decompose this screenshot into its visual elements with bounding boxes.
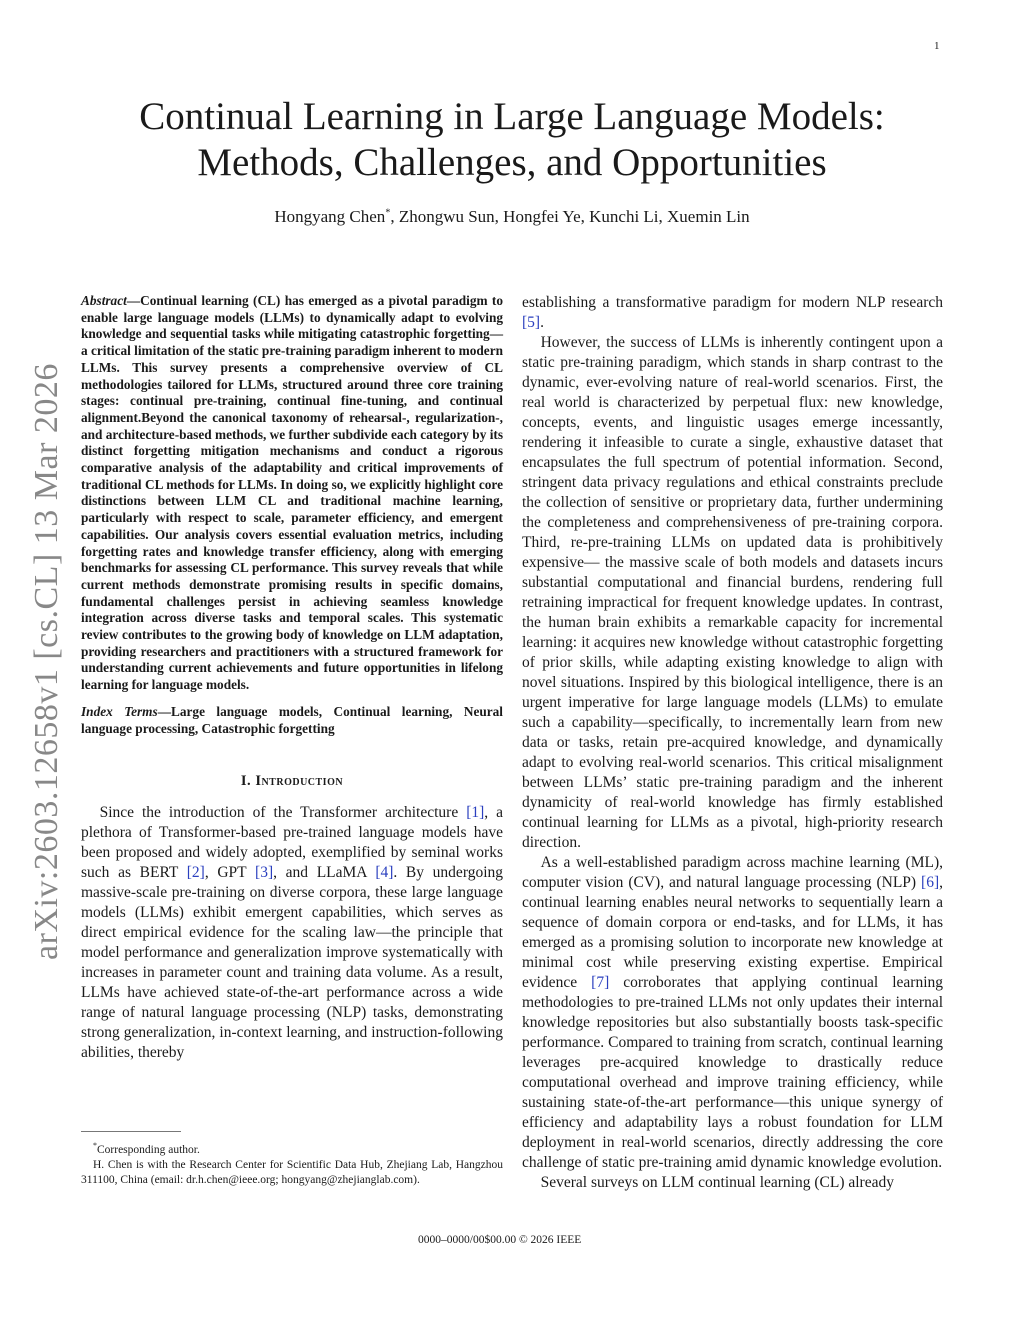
text-run: establishing a transformative paradigm for modern NLP research (522, 294, 943, 311)
title-line-2: Methods, Challenges, and Opportunities (197, 141, 827, 184)
text-run: . By undergoing massive-scale pre-training on diverse corpora, these large language models (LLMs) exhibit emergent capabilities, which serves as direct empirical evidence for the scaling law—the principle that model performance and generalization improve systematically with increases in parameter count and training data volume. As a result, LLMs have achieved state-of-the-art performance across a wide range of natural language processing (NLP) tasks, demonstrating strong generalization, in-context learning, and instruction-following abilities, thereby (81, 864, 504, 1062)
arxiv-identifier: arXiv:2603.12658v1 [cs.CL] 13 Mar 2026 (28, 363, 65, 960)
paper-title (80, 94, 944, 186)
citation-link[interactable]: [6] (921, 874, 940, 891)
text-run: , and LLaMA (273, 864, 376, 882)
author-list (80, 207, 944, 227)
text-run: , a plethora of Transformer-based pre-trained language models have been proposed and widely adopted, exemplified by seminal works such as BERT (81, 804, 503, 882)
index-terms-lead: Index Terms (81, 703, 158, 719)
index-terms-text: —Large language models, Continual learning, Neural language processing, Catastrophic forgetting (81, 703, 503, 736)
author-rest: , Zhongwu Sun, Hongfei Ye, Kunchi Li, Xuemin Lin (390, 207, 750, 226)
citation-link[interactable]: [5] (522, 314, 541, 331)
footnote-affiliation: H. Chen is with the Research Center for Scientific Data Hub, Zhejiang Lab, Hangzhou 311100, China (email: dr.h.chen@ieee.org; hongyang@zhejianglab.com). (81, 1158, 503, 1186)
index-terms (81, 704, 503, 737)
author-first: Hongyang Chen (274, 207, 386, 226)
right-column (522, 293, 943, 1193)
footnote-corresponding (81, 1138, 503, 1158)
bottom-line (418, 1234, 581, 1246)
text-run: . (540, 314, 544, 331)
citation-link[interactable]: [4] (375, 864, 394, 882)
section-title: Introduction (255, 773, 344, 790)
abstract (81, 293, 503, 694)
citation-link[interactable]: [3] (255, 864, 274, 882)
section-heading-introduction (81, 771, 503, 791)
footnote-rule (81, 1131, 181, 1132)
footnote-mark: * (93, 1141, 97, 1150)
citation-link[interactable]: [1] (466, 804, 485, 822)
paragraph-continual-learning (522, 853, 943, 1173)
continued-paragraph (522, 293, 943, 333)
paragraph-surveys: Several surveys on LLM continual learning (CL) already (540, 1174, 894, 1191)
corresponding-mark: * (385, 207, 391, 219)
left-column (81, 293, 503, 1063)
footnotes (81, 1138, 503, 1188)
text-run: , continual learning enables neural networks to sequentially learn a sequence of domain corpora or end-tasks, and for LLMs, it has emerged as a promising solution to incorporate new knowledge at minimal cost while preserving existing expertise. Empirical evidence (522, 874, 943, 991)
text-run: , GPT (204, 864, 256, 882)
citation-link[interactable]: [2] (186, 864, 205, 882)
section-numeral: I. (240, 773, 256, 790)
text-run: corroborates that applying continual learning methodologies to pre-trained LLMs not only updates their internal knowledge repositories but also substantially boosts task-specific performance. Compared to training from scratch, continual learning leverages pre-acquired knowledge to drastically reduce computational overhead and improve training efficiency, while sustaining state-of-the-art performance—this unique synergy of efficiency and adaptability lays a robust foundation for LLM deployment in real-world scenarios, directly addressing the core challenge of static pre-training amid dynamic knowledge evolution. (522, 974, 943, 1171)
citation-link[interactable]: [7] (591, 974, 610, 991)
paragraph-motivation: However, the success of LLMs is inherently contingent upon a static pre-training paradigm, which stands in sharp contrast to the dynamic, ever-evolving nature of real-world scenarios. First, the real world is characterized by perpetual flux: new knowledge, concepts, events, and linguistic usages emerge incessantly, rendering it infeasible to curate a single, exhaustive dataset that encapsulates the full spectrum of potential information. Second, stringent data privacy regulations and ethical constraints preclude the collection of sensitive or proprietary data, further undermining the completeness and comprehensiveness of pre-training corpora. Third, re-pre-training LLMs on updated data is prohibitively expensive— the massive scale of both models and datasets incurs substantial computational and financial burdens, rendering full retraining impractical for frequent knowledge updates. In contrast, the human brain exhibits a remarkable capacity for incremental learning: it acquires new knowledge without catastrophic forgetting of prior skills, while adapting existing knowledge to align with novel situations. Inspired by this biological intelligence, there is an urgent imperative for large language models (LLMs) to emulate such a capability—specifically, to incrementally learn from new data or tasks, retain pre-acquired knowledge, and dynamically adapt to evolving real-world scenarios. This critical misalignment between LLMs’ static pre-training paradigm and the inherent dynamicity of real-world knowledge has firmly established continual learning for LLMs as a pivotal, high-priority research direction. (522, 334, 943, 851)
text-run: Since the introduction of the Transformer architecture (99, 804, 467, 822)
abstract-text: —Continual learning (CL) has emerged as a pivotal paradigm to enable large language models (LLMs) to dynamically adapt to evolving knowledge and sequential tasks while mitigating catastrophic forgetting—a critical limitation of the static pre-training paradigm inherent to modern LLMs. This survey presents a comprehensive overview of CL methodologies tailored for LLMs, structured around three core training stages: continual pre-training, continual fine-tuning, and continual alignment.Beyond the canonical taxonomy of rehearsal-, regularization-, and architecture-based methods, we further subdivide each category by its distinct forgetting mitigation mechanisms and conduct a rigorous comparative analysis of the adaptability and critical improvements of traditional CL methods for LLMs. In doing so, we explicitly highlight core distinctions between LLM CL and traditional machine learning, particularly with respect to scale, parameter efficiency, and emergent capabilities. Our analysis covers essential evaluation metrics, including forgetting rates and knowledge transfer efficiency, along with emerging benchmarks for assessing CL performance. This survey reveals that while current methods demonstrate promising results in specific domains, fundamental challenges persist in achieving seamless knowledge integration across diverse tasks and temporal scales. This systematic review contributes to the growing body of knowledge on LLM adaptation, providing researchers and practitioners with a structured framework for understanding current achievements and future opportunities in lifelong learning for language models. (81, 293, 504, 693)
copyright-notice: 0000–0000/00$00.00 © 2026 IEEE (418, 1234, 582, 1246)
abstract-lead: Abstract (81, 293, 127, 308)
footnote-text: Corresponding author. (97, 1143, 200, 1156)
title-line-1: Continual Learning in Large Language Models: (139, 95, 885, 138)
page-number: 1 (934, 40, 940, 52)
text-run: As a well-established paradigm across machine learning (ML), computer vision (CV), and natural language processing (NLP) (522, 854, 943, 891)
intro-paragraph (81, 803, 503, 1063)
